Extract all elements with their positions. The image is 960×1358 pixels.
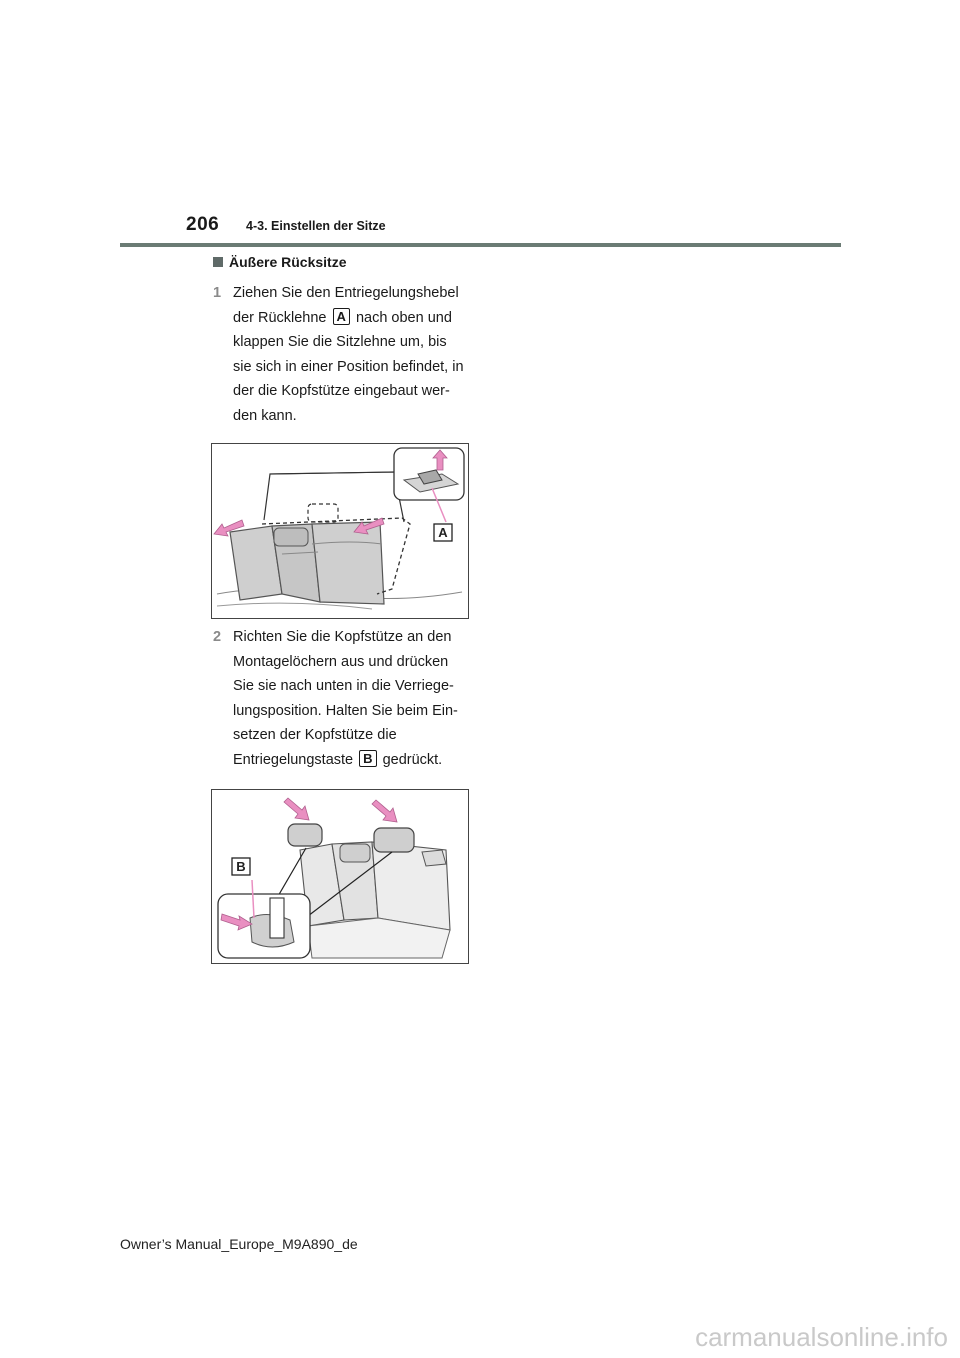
step-line [233, 379, 464, 404]
section-title: 4-3. Einstellen der Sitze [246, 219, 386, 233]
step-text: Ziehen Sie den Entriegelungshebel [233, 285, 459, 301]
watermark: carmanualsonline.info [695, 1322, 948, 1352]
label-badge-a: A [333, 308, 350, 325]
step-text: Montagelöchern aus und drücken [233, 653, 449, 670]
footer-manual-id: Owner’s Manual_Europe_M9A890_de [120, 1236, 358, 1252]
step-line [233, 650, 458, 675]
step-line [233, 748, 458, 773]
seatback-fold-illustration [212, 444, 468, 618]
header-rule [120, 243, 841, 247]
figure-label-a: A [438, 525, 448, 540]
figure-seatback-fold [211, 443, 469, 619]
step-line [233, 355, 464, 380]
step-line [233, 723, 458, 748]
step-line [233, 674, 458, 699]
label-badge-b: B [359, 750, 376, 767]
step-line [233, 625, 458, 650]
step-text: setzen der Kopfstütze die [233, 727, 397, 743]
step-text: der die Kopfstütze eingebaut wer- [233, 383, 450, 399]
step-text: Sie sie nach unten in die Verriege- [233, 678, 454, 694]
figure-label-b: B [236, 859, 246, 874]
step-line [233, 306, 464, 331]
step-line [233, 404, 464, 429]
step-text: der Rücklehne [233, 309, 327, 326]
step-number: 2 [213, 629, 222, 645]
step-text: gedrückt. [382, 751, 443, 768]
headrest-install-illustration [212, 790, 468, 963]
step-number: 1 [213, 285, 222, 301]
step-line [233, 330, 464, 355]
figure-headrest-install [211, 789, 469, 964]
step-2 [213, 625, 458, 772]
step-text: sie sich in einer Position befindet, in [233, 358, 464, 375]
step-line [233, 281, 464, 306]
step-line [233, 699, 458, 724]
step-text: Entriegelungstaste [233, 751, 354, 768]
step-text: den kann. [233, 407, 297, 424]
step-text: klappen Sie die Sitzlehne um, bis [233, 334, 447, 350]
subheading [213, 254, 346, 270]
step-text: nach oben und [355, 309, 452, 326]
subheading-text: Äußere Rücksitze [229, 254, 347, 270]
page-number: 206 [186, 214, 220, 235]
step-text: Richten Sie die Kopfstütze an den [233, 629, 452, 645]
bullet-square-icon [213, 257, 223, 267]
step-1 [213, 281, 464, 428]
step-text: lungsposition. Halten Sie beim Ein- [233, 702, 458, 719]
